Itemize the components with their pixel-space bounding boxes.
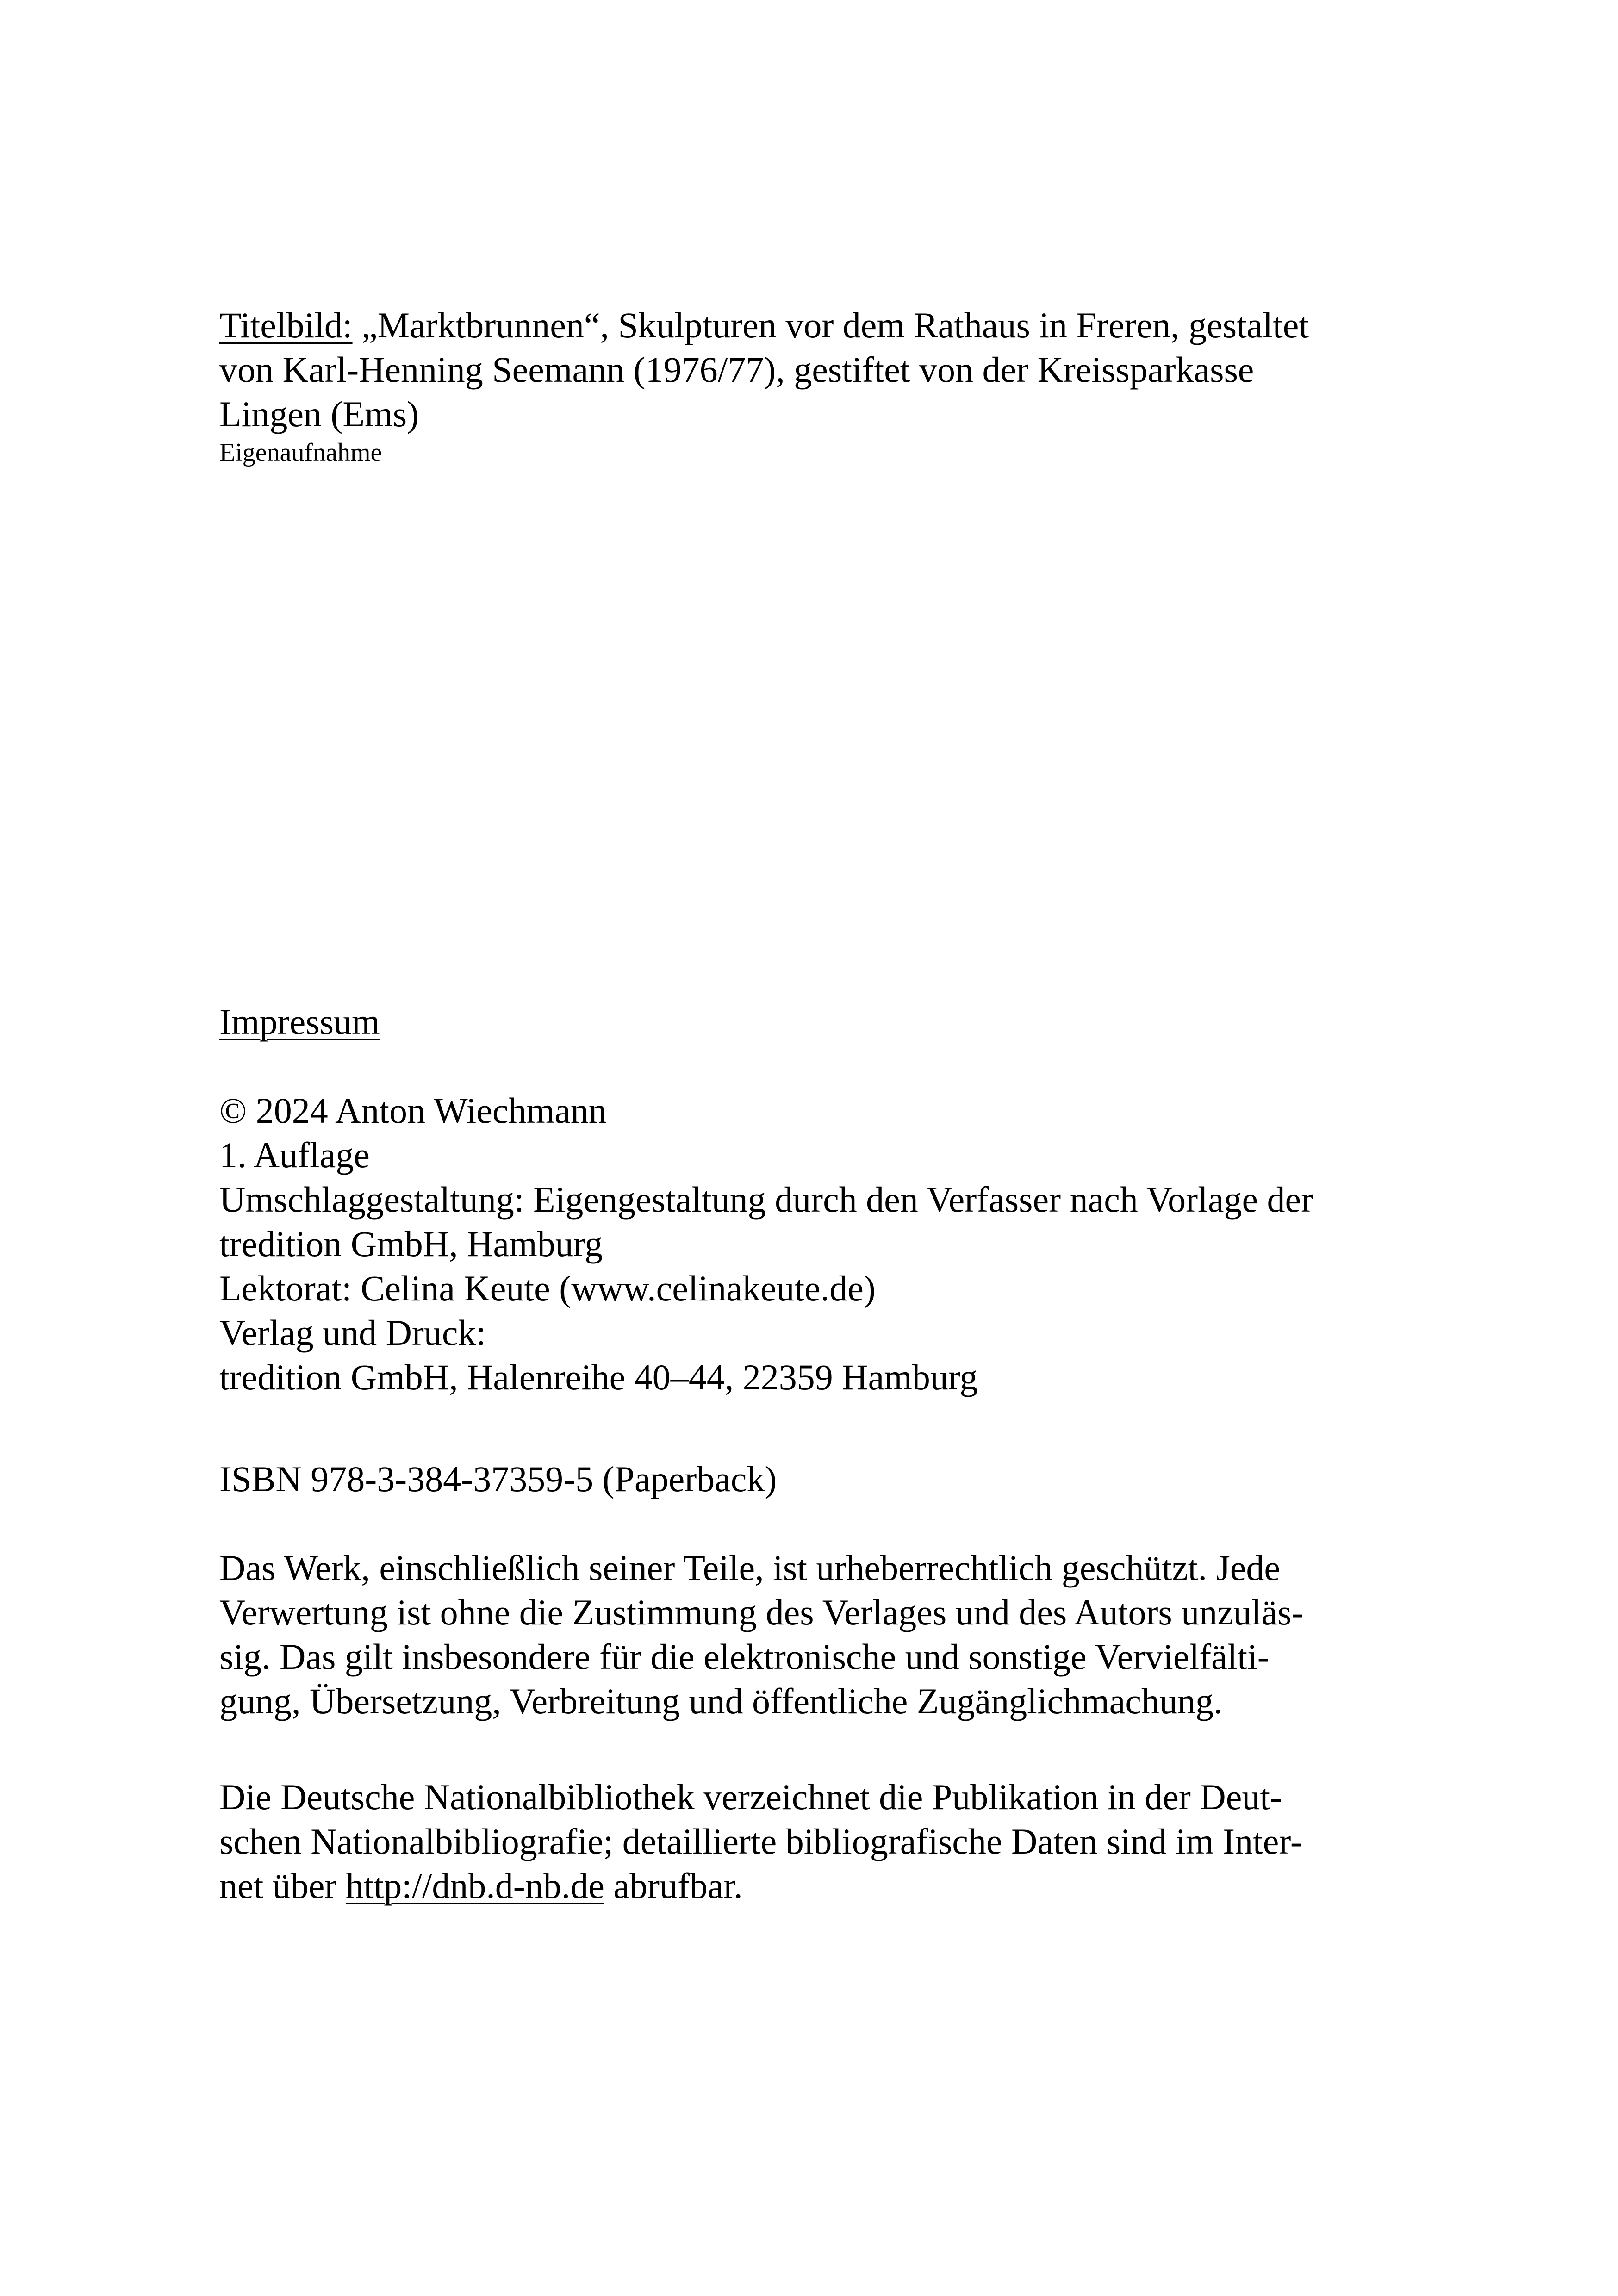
dnb-line-3-suffix: abrufbar. bbox=[604, 1866, 743, 1906]
copyright-notice bbox=[219, 1546, 1423, 1724]
copyright-line-1: Das Werk, einschließlich seiner Teile, ist urheberrechtlich geschützt. Jede bbox=[219, 1548, 1281, 1588]
caption-line-3: Lingen (Ems) bbox=[219, 394, 419, 434]
dnb-line-3 bbox=[219, 1864, 1423, 1908]
caption-line-2: von Karl-Henning Seemann (1976/77), gestiftet von der Kreissparkasse bbox=[219, 349, 1254, 390]
copyright-line-3: sig. Das gilt insbesondere für die elektronische und sonstige Vervielfälti- bbox=[219, 1636, 1270, 1677]
edition: 1. Auflage bbox=[219, 1135, 370, 1175]
impressum-heading-block bbox=[219, 1000, 1423, 1044]
dnb-line-1: Die Deutsche Nationalbibliothek verzeichnet die Publikation in der Deut- bbox=[219, 1777, 1282, 1817]
photo-credit: Eigenaufnahme bbox=[219, 438, 382, 467]
publisher-label: Verlag und Druck: bbox=[219, 1313, 486, 1353]
caption-label: Titelbild: bbox=[219, 305, 353, 345]
copyright-line-2: Verwertung ist ohne die Zustimmung des Verlages und des Autors unzuläs- bbox=[219, 1592, 1304, 1632]
caption-line-1-text: „Marktbrunnen“, Skulpturen vor dem Rathaus in Freren, gestaltet bbox=[352, 305, 1309, 345]
dnb-link[interactable]: http://dnb.d-nb.de bbox=[345, 1866, 604, 1906]
caption-line-1 bbox=[219, 303, 1423, 348]
dnb-line-2: schen Nationalbibliografie; detaillierte bibliografische Daten sind im Inter- bbox=[219, 1821, 1302, 1861]
copyright-line-4: gung, Übersetzung, Verbreitung und öffentliche Zugänglichmachung. bbox=[219, 1681, 1223, 1721]
publisher-address: tredition GmbH, Halenreihe 40–44, 22359 Hamburg bbox=[219, 1357, 978, 1397]
isbn-block bbox=[219, 1457, 1423, 1501]
dnb-notice bbox=[219, 1775, 1423, 1908]
imprint-details bbox=[219, 1089, 1423, 1400]
impressum-heading: Impressum bbox=[219, 1002, 380, 1042]
copyright-holder: © 2024 Anton Wiechmann bbox=[219, 1090, 607, 1131]
cover-design-line-2: tredition GmbH, Hamburg bbox=[219, 1224, 603, 1264]
cover-image-caption bbox=[219, 303, 1423, 469]
dnb-line-3-prefix: net über bbox=[219, 1866, 346, 1906]
cover-design-line-1: Umschlaggestaltung: Eigengestaltung durch den Verfasser nach Vorlage der bbox=[219, 1179, 1313, 1220]
isbn: ISBN 978-3-384-37359-5 (Paperback) bbox=[219, 1459, 777, 1499]
editing-credit: Lektorat: Celina Keute (www.celinakeute.de) bbox=[219, 1268, 876, 1308]
